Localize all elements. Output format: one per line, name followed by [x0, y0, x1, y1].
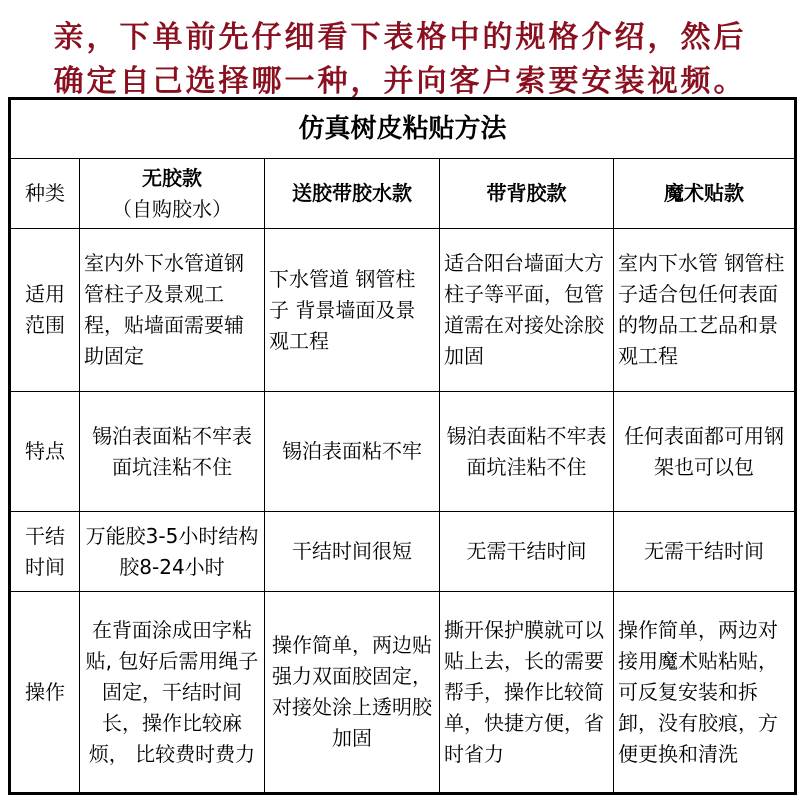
- row-label: 操作: [10, 592, 80, 794]
- header-no-glue-label: 无胶款: [142, 165, 202, 190]
- table-cell: 室内外下水管道钢管柱子及景观工程，贴墙面需要辅助固定: [80, 229, 265, 392]
- table-cell: 无需干结时间: [440, 512, 614, 592]
- row-label: 适用范围: [10, 229, 80, 392]
- row-label: 特点: [10, 392, 80, 512]
- table-row: [10, 512, 796, 592]
- header-velcro: 魔术贴款: [614, 159, 796, 229]
- header-no-glue: [80, 159, 265, 229]
- notice-line-1: 亲，下单前先仔细看下表格中的规格介绍，然后: [53, 20, 747, 55]
- spec-table: [8, 97, 797, 795]
- table-cell: 干结时间很短: [265, 512, 440, 592]
- table-row: [10, 592, 796, 794]
- table-cell: 下水管道 钢管柱子 背景墙面及景观工程: [265, 229, 440, 392]
- table-cell: 万能胶3-5小时结构胶8-24小时: [80, 512, 265, 592]
- notice-line-2: 确定自己选择哪一种，并向客户索要安装视频。: [53, 64, 747, 99]
- table-cell: 锡泊表面粘不牢: [265, 392, 440, 512]
- table-title: 仿真树皮粘贴方法: [10, 99, 796, 159]
- row-label: 干结时间: [10, 512, 80, 592]
- table-cell: 操作简单，两边对接用魔术贴粘贴，可反复安装和拆卸，没有胶痕，方便更换和清洗: [614, 592, 796, 794]
- table-cell: 操作简单，两边贴强力双面胶固定，对接处涂上透明胶加固: [265, 592, 440, 794]
- header-with-tape: 送胶带胶水款: [265, 159, 440, 229]
- header-type: 种类: [10, 159, 80, 229]
- header-adhesive-back: 带背胶款: [440, 159, 614, 229]
- table-row: [10, 229, 796, 392]
- table-cell: 锡泊表面粘不牢表面坑洼粘不住: [80, 392, 265, 512]
- table-cell: 撕开保护膜就可以贴上去，长的需要帮手，操作比较简单，快捷方便，省时省力: [440, 592, 614, 794]
- table-cell: 无需干结时间: [614, 512, 796, 592]
- table-cell: 锡泊表面粘不牢表面坑洼粘不住: [440, 392, 614, 512]
- table-cell: 室内下水管 钢管柱子适合包任何表面的物品工艺品和景观工程: [614, 229, 796, 392]
- table-cell: 适合阳台墙面大方柱子等平面，包管道需在对接处涂胶加固: [440, 229, 614, 392]
- header-no-glue-sub: （自购胶水）: [112, 196, 232, 221]
- table-cell: 在背面涂成田字粘贴, 包好后需用绳子固定，干结时间长，操作比较麻烦， 比较费时费力: [80, 592, 265, 794]
- table-row: [10, 392, 796, 512]
- table-cell: 任何表面都可用钢架也可以包: [614, 392, 796, 512]
